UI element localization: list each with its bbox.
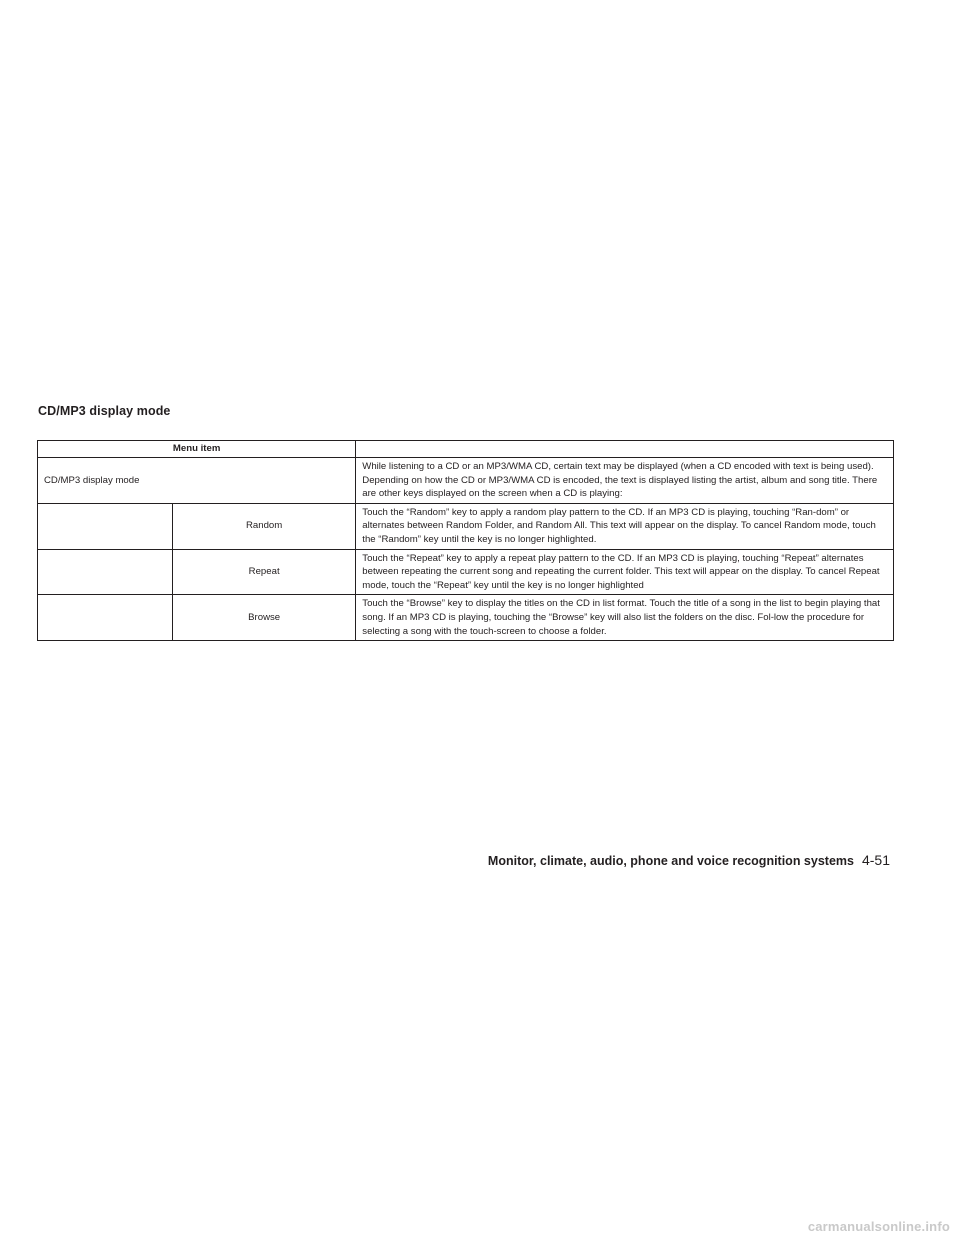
table-header-row xyxy=(38,441,894,458)
table-row xyxy=(38,458,894,504)
menu-item-label: Repeat xyxy=(248,566,280,578)
table-row xyxy=(38,549,894,595)
chapter-title: Monitor, climate, audio, phone and voice recognition systems xyxy=(487,854,854,868)
menu-item-description: Touch the “Random” key to apply a random play pattern to the CD. If an MP3 CD is playing, touching “Ran-dom” or alternates between Random Folder, and Random All. This text will appear on the display. To cancel Random mode, touch the “Random” key until the key is no longer highlighted. xyxy=(356,503,894,549)
page-number: 4-51 xyxy=(861,852,890,868)
section-title: CD/MP3 display mode xyxy=(38,404,171,418)
menu-table xyxy=(37,440,894,641)
watermark: carmanualsonline.info xyxy=(807,1219,950,1234)
menu-item-cell xyxy=(38,595,356,641)
menu-item-label: Random xyxy=(246,520,283,532)
menu-item-description: Touch the “Repeat” key to apply a repeat play pattern to the CD. If an MP3 CD is playing, touching “Repeat” alternates between repeating the current song and repeating the current folder. This text will appear on the display. To cancel Repeat mode, touch the “Repeat” key until the key is no longer highlighted xyxy=(356,549,894,595)
menu-item-cell xyxy=(38,458,356,504)
header-description xyxy=(356,441,894,458)
menu-item-label: CD/MP3 display mode xyxy=(44,474,140,486)
page-footer xyxy=(488,852,890,868)
table-row xyxy=(38,503,894,549)
table-row xyxy=(38,595,894,641)
indent-cell xyxy=(38,595,173,640)
indent-cell xyxy=(38,504,173,549)
menu-item-description: Touch the “Browse” key to display the titles on the CD in list format. Touch the title of a song in the list to begin playing that song. If an MP3 CD is playing, touching the “Browse” key will also list the folders on the disc. Fol-low the procedure for selecting a song with the touch-screen to choose a folder. xyxy=(356,595,894,641)
menu-item-cell xyxy=(38,549,356,595)
indent-cell xyxy=(38,550,173,595)
menu-item-label: Browse xyxy=(248,611,281,623)
menu-item-description: While listening to a CD or an MP3/WMA CD, certain text may be displayed (when a CD encoded with text is being used). Depending on how the CD or MP3/WMA CD is encoded, the text is displayed listing the artist, album and song title. There are other keys displayed on the screen when a CD is playing: xyxy=(356,458,894,504)
menu-item-cell xyxy=(38,503,356,549)
header-menu-item: Menu item xyxy=(38,441,356,458)
